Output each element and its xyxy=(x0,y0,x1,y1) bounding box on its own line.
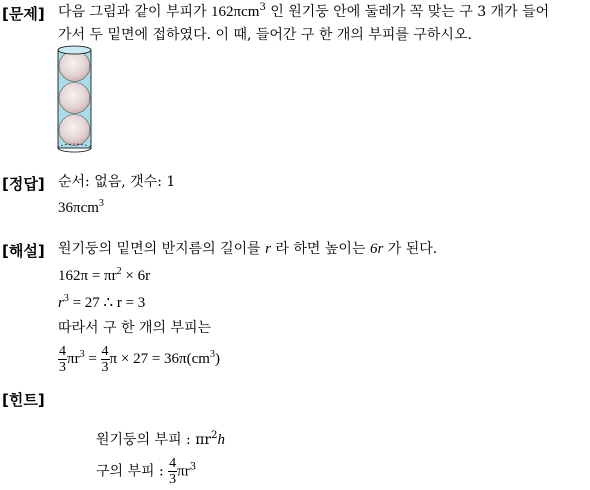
problem-text: 인 원기둥 안에 둘레가 꼭 맞는 구 3 개가 들어 xyxy=(265,4,550,20)
equation-part: πr xyxy=(67,351,80,367)
solution-line-3 xyxy=(58,294,145,312)
equation-part: r xyxy=(58,295,64,311)
hint-text: 구의 부피 : xyxy=(96,463,169,480)
problem-line-1 xyxy=(58,3,549,21)
equation-exp: 3 xyxy=(63,293,69,304)
hint-exp: 2 xyxy=(211,430,218,441)
hint-line-1 xyxy=(96,431,225,449)
problem-line-2: 가서 두 밑면에 접하였다. 이 때, 들어간 구 한 개의 부피를 구하시오. xyxy=(58,27,472,43)
solution-text: 원기둥의 밑면의 반지름의 길이를 xyxy=(58,241,266,257)
equation-part: = xyxy=(84,351,101,367)
problem-text: 다음 그림과 같이 부피가 xyxy=(58,4,212,20)
sphere-middle xyxy=(59,83,90,114)
answer-value-text: 36πcm xyxy=(58,200,99,216)
problem-tag: [문제] xyxy=(2,5,45,23)
fraction-numerator: 4 xyxy=(169,456,177,471)
solution-r: r xyxy=(265,241,271,257)
answer-value xyxy=(58,199,104,217)
solution-6r: 6r xyxy=(369,241,384,257)
fraction-denominator: 3 xyxy=(169,472,177,487)
equation-exp: 3 xyxy=(79,349,85,360)
solution-line-1 xyxy=(58,240,437,258)
fraction xyxy=(101,344,110,375)
cylinder-spheres-figure xyxy=(56,44,94,154)
equation-exp: 2 xyxy=(116,266,122,277)
fraction-numerator: 4 xyxy=(101,344,109,360)
hint-tag: [힌트] xyxy=(2,391,45,409)
fraction-denominator: 3 xyxy=(59,360,66,376)
solution-text: 가 된다. xyxy=(383,241,438,257)
cylinder-top-ellipse xyxy=(58,46,91,54)
equation-part: × 6r xyxy=(121,268,151,284)
solution-line-4: 따라서 구 한 개의 부피는 xyxy=(58,320,212,336)
sphere-bottom xyxy=(59,115,90,146)
answer-value-exp: 3 xyxy=(98,198,104,209)
hint-text: πr xyxy=(177,463,190,480)
solution-line-5 xyxy=(58,344,220,375)
fraction-numerator: 4 xyxy=(59,344,66,360)
problem-volume-exp: 3 xyxy=(259,2,266,13)
fraction xyxy=(168,456,177,487)
fraction xyxy=(58,344,67,375)
equation-part: 162π = πr xyxy=(58,268,117,284)
cylinder-bottom-ellipse xyxy=(58,148,91,152)
hint-text: 원기둥의 부피 : πr xyxy=(96,432,212,448)
equation-part: ) xyxy=(214,351,220,367)
equation-exp: 3 xyxy=(209,349,215,360)
solution-text: 라 하면 높이는 xyxy=(270,241,370,257)
problem-volume: 162πcm xyxy=(211,4,260,20)
solution-line-2 xyxy=(58,267,150,285)
answer-line-1: 순서: 없음, 갯수: 1 xyxy=(58,174,176,190)
solution-tag: [해설] xyxy=(2,242,45,260)
answer-tag: [정답] xyxy=(2,175,45,193)
fraction-denominator: 3 xyxy=(101,360,109,376)
equation-part: π × 27 = 36π(cm xyxy=(109,351,210,367)
hint-text: h xyxy=(217,432,225,448)
hint-exp: 3 xyxy=(189,461,197,473)
sphere-top xyxy=(59,51,90,82)
hint-line-2 xyxy=(96,456,196,487)
equation-part: = 27 ∴ r = 3 xyxy=(68,295,146,311)
